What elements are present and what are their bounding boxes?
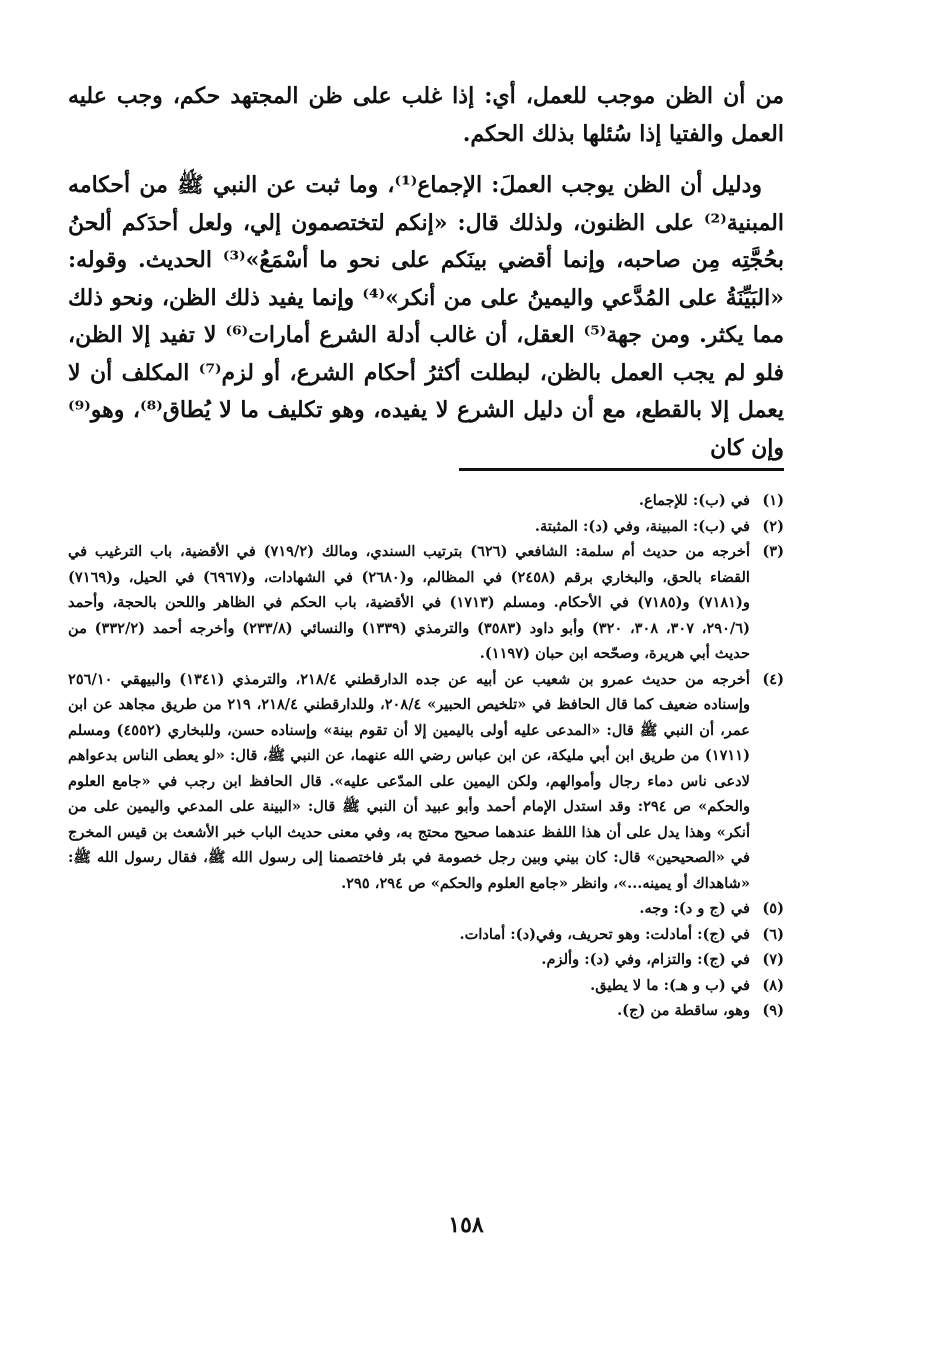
footnote <box>68 922 784 948</box>
footnote-text: أخرجه من حديث أم سلمة: الشافعي (٦٢٦) بترتيب السندي، ومالك (٧١٩/٢) في الأقضية، باب الترغيب في القضاء بالحق، والبخاري برقم (٢٤٥٨) في المظالم، و(٢٦٨٠) في الشهادات، و(٦٩٦٧) في الحيل، و(٧١٦٩) و(٧١٨١) و(٧١٨٥) في الأحكام. ومسلم (١٧١٣) في الأقضية، باب الحكم في الظاهر واللحن بالحجة، وأحمد (٢٩٠/٦، ٣٠٧، ٣٠٨، ٣٢٠) وأبو داود (٣٥٨٣) والترمذي (١٣٣٩) والنسائي (٢٣٣/٨) وأخرجه أحمد (٣٣٢/٢) من حديث أبي هريرة، وصحّحه ابن حبان (١١٩٧). <box>68 543 751 662</box>
footnotes <box>68 488 784 1024</box>
paragraph-1: من أن الظن موجب للعمل، أي: إذا غلب على ظن المجتهد حكم، وجب عليه العمل والفتيا إذا سُئلها بذلك الحكم. <box>68 83 784 147</box>
footnote <box>68 488 784 514</box>
footnote-number: (٥) <box>762 900 784 917</box>
footnote <box>68 667 784 897</box>
footnote-text: في (ج): والتزام، وفي (د): وألزم. <box>541 951 750 968</box>
footnote-number: (٢) <box>762 517 784 535</box>
footnote <box>68 947 784 973</box>
footnote-number: (٦) <box>762 925 784 943</box>
footnote <box>68 896 784 922</box>
footnote-number: (٣) <box>762 543 784 560</box>
footnote-text: أخرجه من حديث عمرو بن شعيب عن أبيه عن جده الدارقطني ٢١٨/٤، والترمذي (١٣٤١) والبيهقي ٢٥٦/١٠ وإسناده ضعيف كما قال الحافظ في «تلخيص الحبير» ٢٠٨/٤، وللدارقطني ٢١٨/٤، ٢١٩ من طريق مجاهد عن ابن عمر، أن النبي ﷺ قال: «المدعى عليه أولى باليمين إلا أن تقوم بينة» وإسناده حسن، وللبخاري (٤٥٥٢) ومسلم (١٧١١) من طريق ابن أبي مليكة، عن ابن عباس رضي الله عنهما، عن النبي ﷺ، قال: «لو يعطى الناس بدعواهم لادعى ناس دماء رجال وأموالهم، ولكن اليمين على المدّعى عليه». قال الحافظ ابن رجب في «جامع العلوم والحكم» ص ٢٩٤: وقد استدل الإمام أحمد وأبو عبيد أن النبي ﷺ قال: «البينة على المدعي واليمين على من أنكر» وهذا يدل على أن هذا اللفظ عندهما صحيح محتج به، وفي معنى حديث الباب خبر الأشعث بن قيس المخرج في «الصحيحين» قال: كان بيني وبين رجل خصومة في بئر فاختصمنا إلى رسول الله ﷺ، فقال رسول الله ﷺ: «شاهداك أو يمينه...»، وانظر «جامع العلوم والحكم» ص ٢٩٤، ٢٩٥. <box>68 670 750 892</box>
footnote-divider <box>459 468 784 471</box>
footnote-text: في (ب): المبينة، وفي (د): المثبتة. <box>534 517 750 535</box>
paragraph-2: ودليل أن الظن يوجب العملَ: الإجماع⁽¹⁾، وما ثبت عن النبي ﷺ من أحكامه المبنية⁽²⁾ على الظنون، ولذلك قال: «إنكم لتختصمون إلي، ولعل أحدَكم ألحنُ بحُجَّتِه مِن صاحبه، وإنما أقضي بينَكم على نحو ما أسْمَعُ»⁽³⁾ الحديث. وقوله: «البَيِّنَةُ على المُدَّعي واليمينُ على من أنكر»⁽⁴⁾ وإنما يفيد ذلك الظن، ونحو ذلك مما يكثر. ومن جهة⁽⁵⁾ العقل، أن غالب أدلة الشرع أمارات⁽⁶⁾ لا تفيد إلا الظن، فلو لم يجب العمل بالظن، لبطلت أكثرُ أحكام الشرع، أو لزم⁽⁷⁾ المكلف أن لا يعمل إلا بالقطع، مع أن دليل الشرع لا يفيده، وهو تكليف ما لا يُطاق⁽⁸⁾، وهو⁽⁹⁾ وإن كان <box>68 172 785 461</box>
footnote <box>68 539 784 667</box>
footnote-number: (٤) <box>762 670 784 688</box>
page-number: ١٥٨ <box>448 1212 484 1238</box>
footnote-text: في (ج و د): وجه. <box>639 900 750 917</box>
footnote <box>68 973 784 999</box>
footnote-text: في (ب و هـ): ما لا يطيق. <box>590 976 750 994</box>
footnote <box>68 514 784 540</box>
main-text <box>68 78 784 467</box>
footnote <box>68 998 784 1024</box>
footnote-number: (٧) <box>762 951 784 968</box>
footnote-number: (٨) <box>762 976 784 994</box>
footnote-text: في (ج): أمادلت: وهو تحريف، وفي(د): أمادات. <box>459 925 750 943</box>
footnote-text: وهو، ساقطة من (ج). <box>617 1002 750 1019</box>
footnote-text: في (ب): للإجماع. <box>638 492 750 509</box>
footnote-number: (٩) <box>762 1002 784 1019</box>
page-content <box>68 78 785 1019</box>
footnote-number: (١) <box>762 492 784 509</box>
